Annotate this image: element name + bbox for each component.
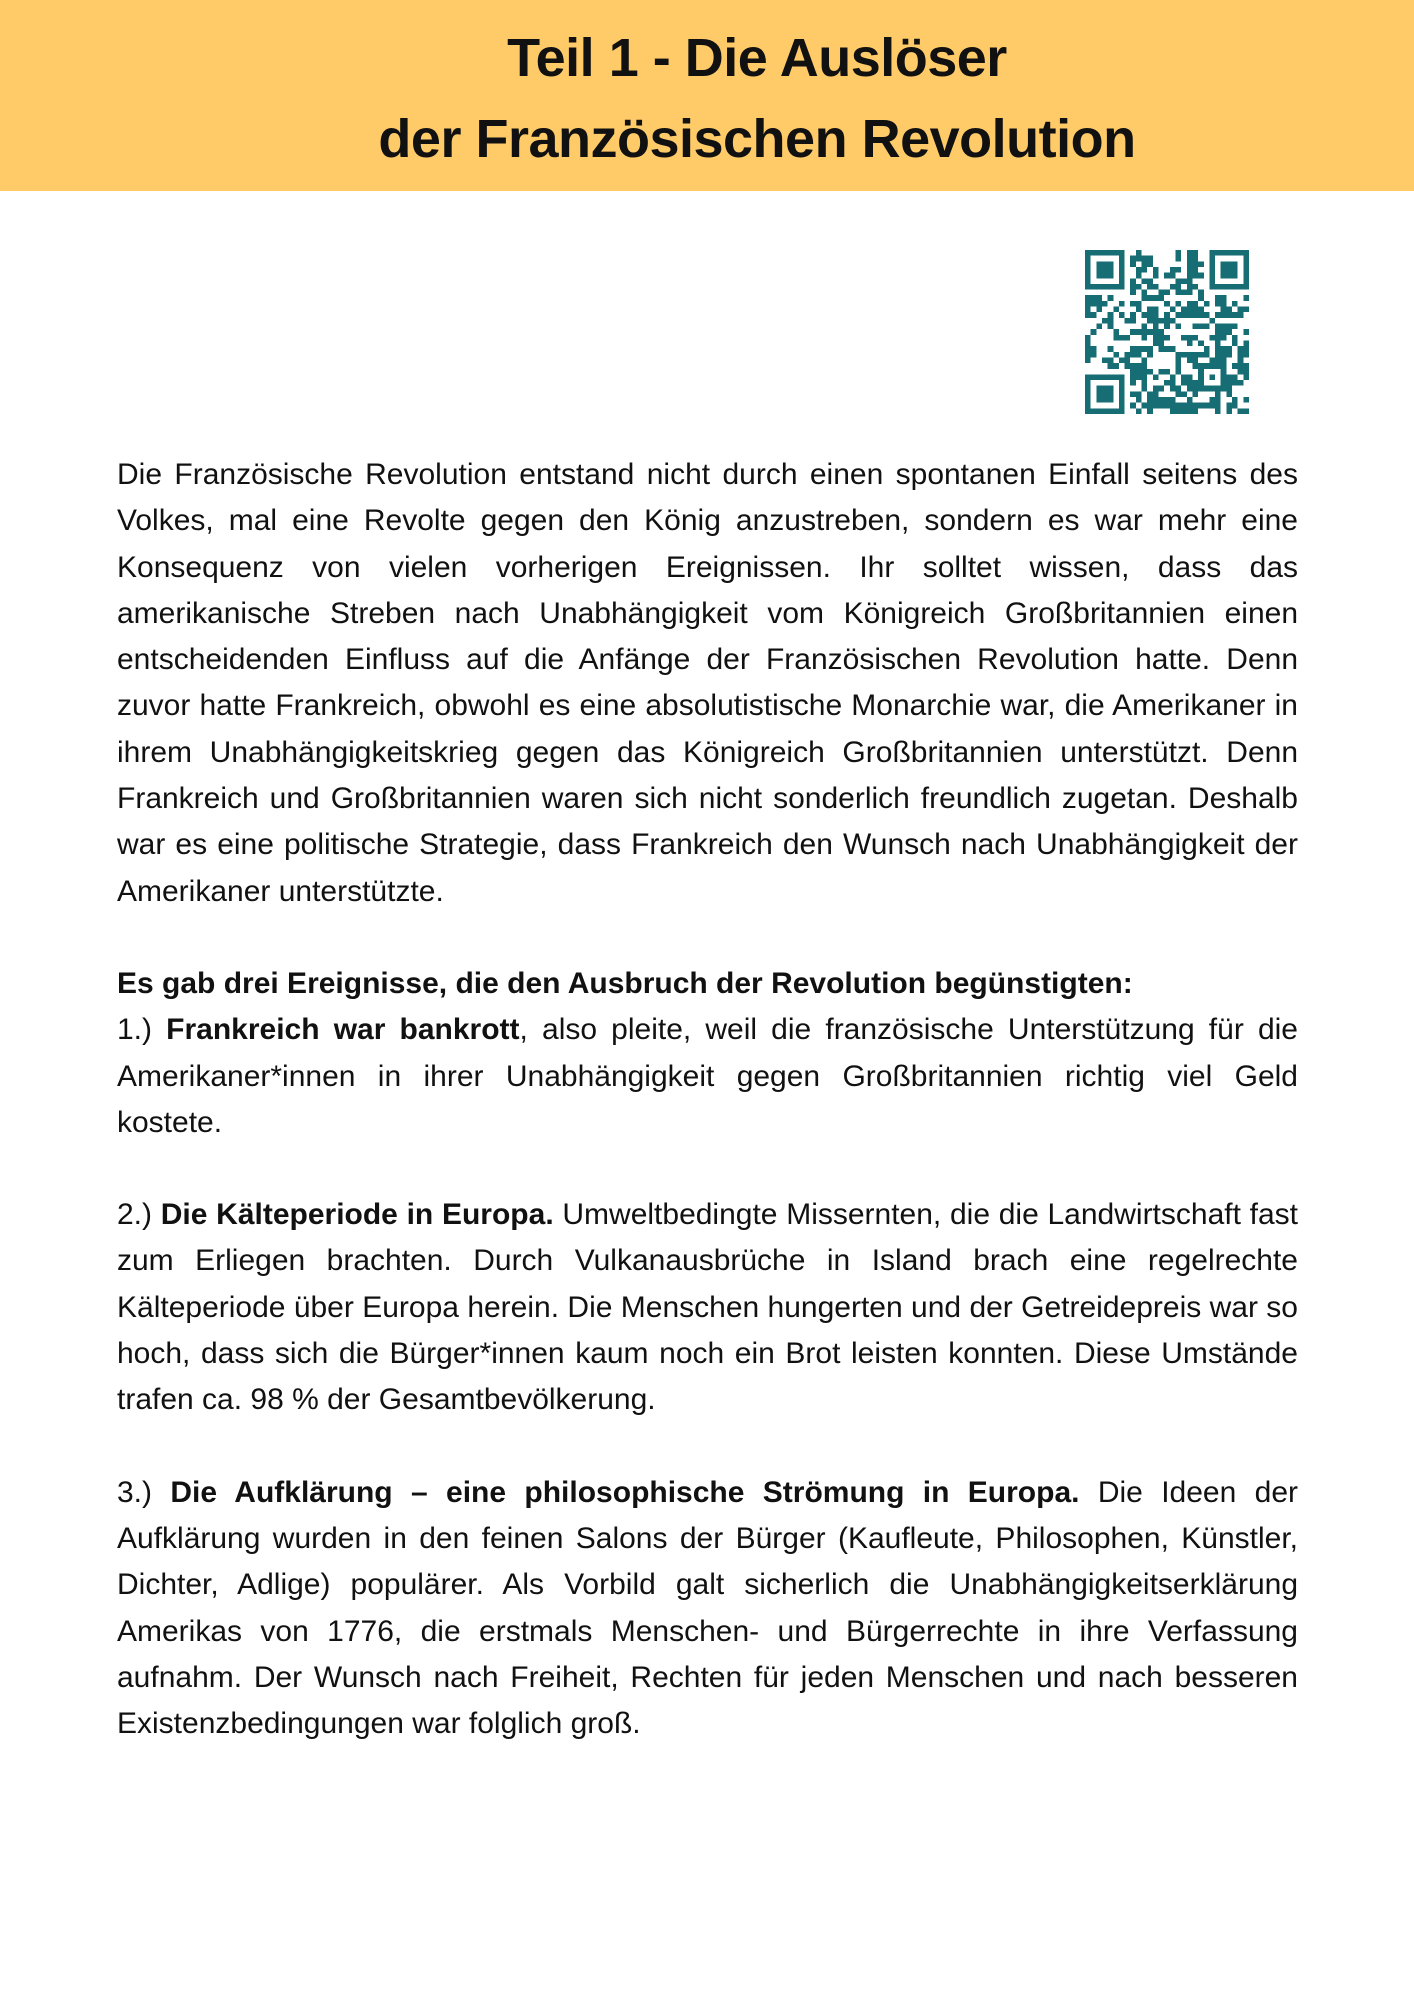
event-text: Umweltbedingte Missernten, die die Landwirtschaft fast zum Erliegen brachten. Durch Vulkanausbrüche in Island brach eine regelrechte Kälteperiode über Europa herein. Die Menschen hungerten und der Getreidepreis war so hoch, dass sich die Bürger*innen kaum noch ein Brot leisten konnten. Diese Umstände trafen ca. 98 % der Gesamtbevölkerung. [117,1198,1299,1417]
document-body [117,452,1298,1747]
event-item-2 [117,1192,1298,1423]
title-banner [0,0,1414,191]
event-text: Die Ideen der Aufklärung wurden in den feinen Salons der Bürger (Kaufleute, Philosophen, Künstler, Dichter, Adlige) populärer. Als Vorbild galt sicherlich die Unabhängigkeitserklärung Amerikas von 1776, die erstmals Menschen- und Bürgerrechte in ihre Verfassung aufnahm. Der Wunsch nach Freiheit, Rechten für jeden Menschen und nach besseren Existenzbedingungen war folglich groß. [117,1475,1298,1741]
page-title-line-1: Teil 1 - Die Auslöser [507,28,1007,88]
event-item-3 [117,1470,1298,1748]
page-title-line-2: der Französischen Revolution [378,109,1136,169]
intro-paragraph: Die Französische Revolution entstand nicht durch einen spontanen Einfall seitens des Volkes, mal eine Revolte gegen den König anzustreben, sondern es war mehr eine Konsequenz von vielen vorherigen Ereignissen. Ihr solltet wissen, dass das amerikanische Streben nach Unabhängigkeit vom Königreich Großbritannien einen entscheidenden Einfluss auf die Anfänge der Französischen Revolution hatte. Denn zuvor hatte Frankreich, obwohl es eine absolutistische Monarchie war, die Amerikaner in ihrem Unabhängigkeitskrieg gegen das Königreich Großbritannien unterstützt. Denn Frankreich und Großbritannien waren sich nicht sonderlich freundlich zugetan. Deshalb war es eine politische Strategie, dass Frankreich den Wunsch nach Unabhängigkeit der Amerikaner unterstützte. [117,458,1298,908]
event-number: 3.) [117,1475,153,1509]
event-item-1 [117,1007,1298,1146]
event-title: Frankreich war bankrott [166,1013,520,1047]
events-heading [117,961,1298,1007]
event-number: 2.) [117,1198,153,1232]
event-title: Die Kälteperiode in Europa. [160,1198,554,1232]
event-text: , also pleite, weil die französische Unterstützung für die Amerikaner*innen in ihrer Unabhängigkeit gegen Großbritannien richtig viel Geld kostete. [117,1013,1298,1139]
qr-code-icon[interactable] [1085,250,1249,414]
event-number: 1.) [117,1013,153,1047]
event-title: Die Aufklärung – eine philosophische Strömung in Europa. [170,1475,1080,1509]
events-heading-text: Es gab drei Ereignisse, die den Ausbruch der Revolution begünstigten: [117,966,1133,1000]
